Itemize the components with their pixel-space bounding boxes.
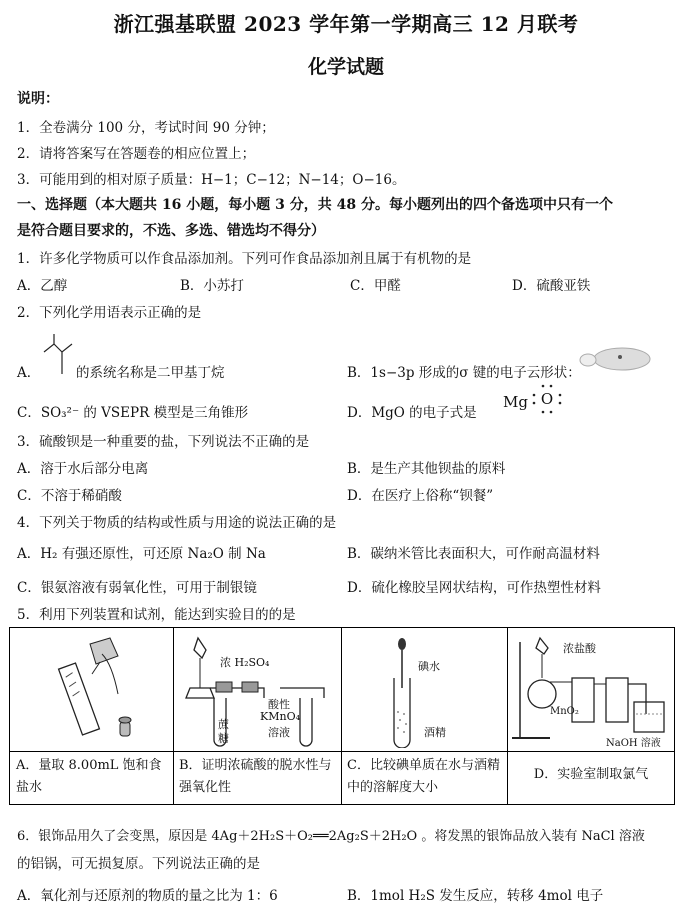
q4-option-d: D．硫化橡胶呈网状结构，可作热塑性材料 — [347, 580, 601, 596]
d-label-mno2: MnO₂ — [550, 706, 579, 717]
note-3: 3．可能用到的相对原子质量：H−1；C−12；N−14；O−16。 — [17, 172, 406, 188]
q5-apparatus-table — [9, 627, 675, 805]
q1-option-b: B．小苏打 — [180, 278, 244, 294]
q2-option-d: D．MgO 的电子式是 — [347, 405, 477, 421]
q5-caption-b: B．证明浓硫酸的脱水性与强氧化性 — [179, 758, 332, 795]
q6-option-b: B．1mol H₂S 发生反应，转移 4mol 电子 — [347, 888, 604, 904]
notes-heading: 说明： — [17, 91, 59, 107]
q6-stem-line2: 的铝锅，可无损复原。下列说法正确的是 — [17, 856, 260, 872]
q2-option-c: C．SO₃²⁻ 的 VSEPR 模型是三角锥形 — [17, 405, 249, 421]
q5-caption-d: D．实验室制取氯气 — [533, 767, 649, 782]
d-label-naoh: NaOH 溶液 — [606, 738, 661, 749]
q1-stem: 1．许多化学物质可以作食品添加剂。下列可作食品添加剂且属于有机物的是 — [17, 251, 472, 267]
dehydration-apparatus-icon — [180, 632, 335, 748]
q5-caption-a: A．量取 8.00mL 饱和食盐水 — [16, 758, 162, 795]
q6-option-a: A．氧化剂与还原剂的物质的量之比为 1：6 — [17, 888, 278, 904]
q4-option-a: A．H₂ 有强还原性，可还原 Na₂O 制 Na — [17, 546, 266, 562]
skeletal-formula-icon — [40, 330, 76, 378]
q4-option-c: C．银氨溶液有弱氧化性，可用于制银镜 — [17, 580, 257, 596]
q6-stem-line1: 6．银饰品用久了会变黑，原因是 4Ag＋2H₂S＋O₂══2Ag₂S＋2H₂O 。将发黑的银饰品放入装有 NaCl 溶液 — [17, 829, 645, 844]
q5-stem: 5．利用下列装置和试剂，能达到实验目的的是 — [17, 607, 296, 623]
q3-option-b: B．是生产其他钡盐的原料 — [347, 461, 506, 477]
electron-dots-icon — [531, 383, 563, 415]
q4-option-b: B．碳纳米管比表面积大，可作耐高温材料 — [347, 546, 600, 562]
q4-stem: 4．下列关于物质的结构或性质与用途的说法正确的是 — [17, 515, 337, 531]
b-label-kmno4-2: KMnO₄ — [260, 710, 300, 723]
d-label-hcl: 浓盐酸 — [563, 642, 596, 655]
q2-stem: 2．下列化学用语表示正确的是 — [17, 305, 202, 321]
note-2: 2．请将答案写在答题卷的相应位置上； — [17, 146, 256, 162]
section-heading-line2: 是符合题目要求的，不选、多选、错选均不得分） — [17, 223, 325, 239]
mgo-formula-mg: Mg — [503, 393, 528, 411]
b-label-acid: 浓 H₂SO₄ — [220, 656, 270, 669]
q1-option-a: A．乙醇 — [17, 278, 68, 294]
c-label-alcohol: 酒精 — [424, 726, 446, 739]
section-heading-line1: 一、选择题（本大题共 16 小题，每小题 3 分，共 48 分。每小题列出的四个备选项中只有一个 — [17, 197, 613, 213]
graduated-cylinder-icon — [30, 634, 160, 746]
q5-caption-c: C．比较碘单质在水与酒精中的溶解度大小 — [347, 758, 500, 795]
q2-option-a-text: 的系统名称是二甲基丁烷 — [76, 365, 225, 381]
note-1: 1．全卷满分 100 分，考试时间 90 分钟； — [17, 120, 275, 136]
c-label-iodine: 碘水 — [418, 660, 440, 673]
b-label-sugar-2: 糖 — [218, 732, 229, 745]
q3-option-d: D．在医疗上俗称“钡餐” — [347, 488, 494, 504]
q2-option-b: B．1s−3p 形成的σ 键的电子云形状： — [347, 365, 581, 381]
b-label-kmno4-3: 溶液 — [268, 726, 290, 739]
q3-option-c: C．不溶于稀硝酸 — [17, 488, 122, 504]
exam-title: 浙江强基联盟 2023 学年第一学期高三 12 月联考 — [113, 12, 579, 36]
q1-option-d: D．硫酸亚铁 — [512, 278, 591, 294]
b-label-kmno4-1: 酸性 — [268, 698, 290, 711]
exam-subtitle: 化学试题 — [307, 56, 384, 78]
q3-option-a: A．溶于水后部分电离 — [17, 461, 149, 477]
q1-option-c: C．甲醛 — [350, 278, 401, 294]
dropper-testtube-icon — [380, 636, 460, 748]
mgo-formula-o: O — [540, 390, 554, 408]
orbital-cloud-icon — [572, 344, 652, 374]
b-label-sugar-1: 蔗 — [218, 718, 229, 731]
q2-option-a-label: A． — [17, 365, 41, 381]
q3-stem: 3．硫酸钡是一种重要的盐，下列说法不正确的是 — [17, 434, 310, 450]
